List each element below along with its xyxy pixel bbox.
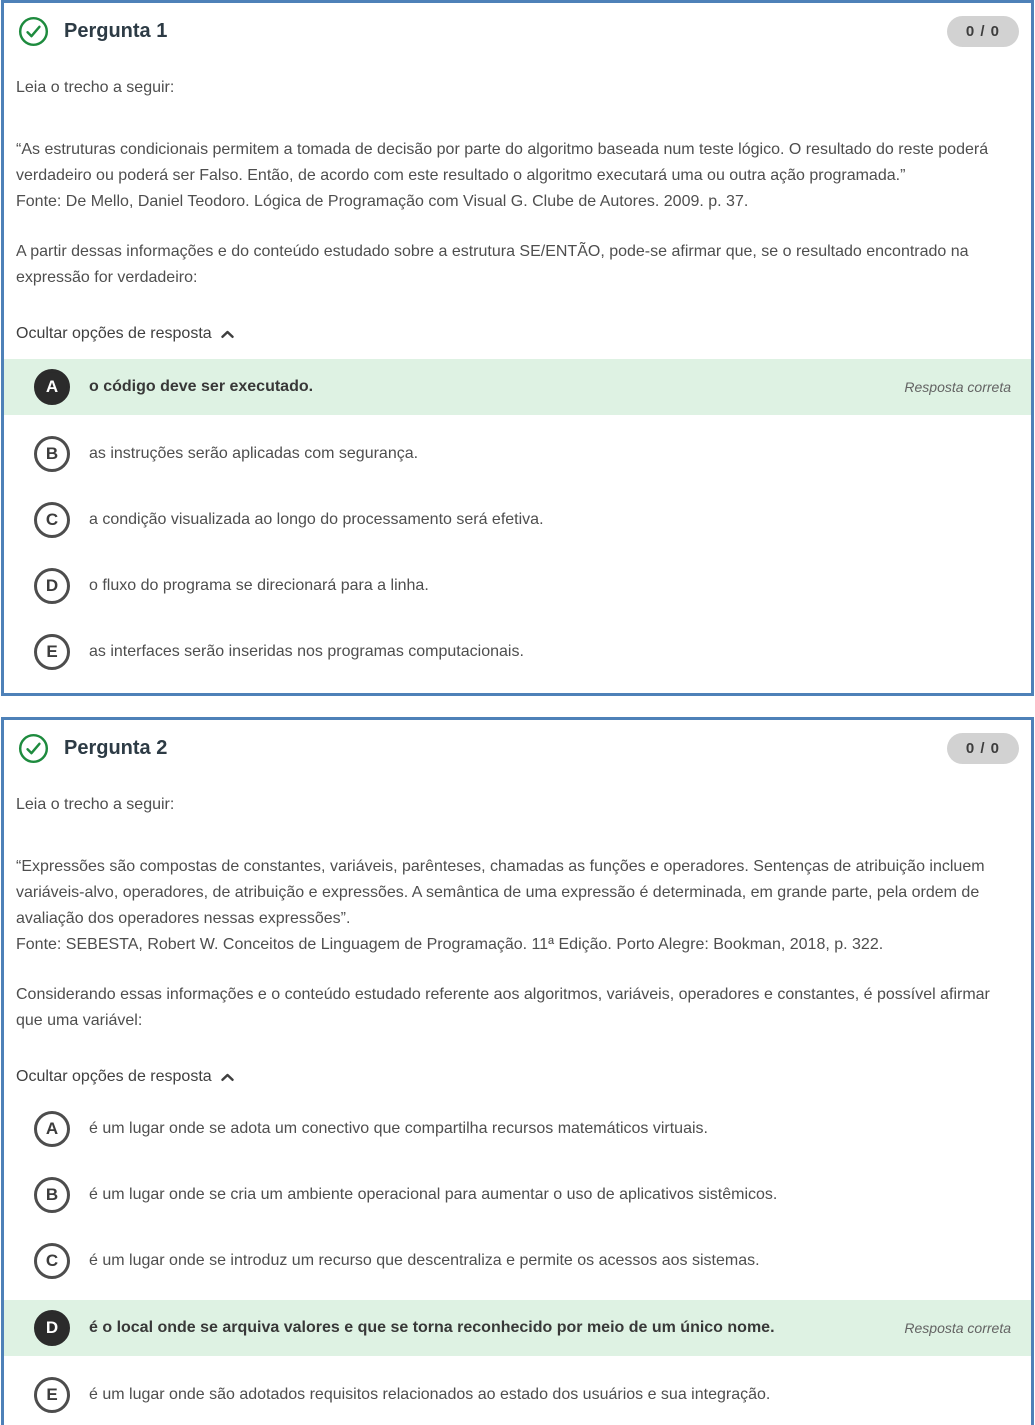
question-prompt: Considerando essas informações e o conteúdo estudado referente aos algoritmos, variáveis, operadores e constantes, é possível afirmar que uma variável: [16, 986, 990, 1029]
question-quote-block [16, 854, 1019, 958]
options-list [4, 1102, 1031, 1425]
option-row-c[interactable] [4, 1234, 1031, 1288]
option-row-b[interactable] [4, 1168, 1031, 1222]
correct-check-circle-icon [18, 733, 49, 764]
hide-options-label: Ocultar opções de resposta [16, 1068, 212, 1085]
option-text: é um lugar onde se cria um ambiente operacional para aumentar o uso de aplicativos sistêmicos. [89, 1186, 778, 1203]
option-row-d[interactable] [4, 559, 1031, 613]
option-row-d[interactable] [4, 1300, 1031, 1356]
question-intro: Leia o trecho a seguir: [16, 79, 175, 96]
option-row-e[interactable] [4, 625, 1031, 679]
score-badge: 0 / 0 [947, 733, 1019, 764]
question-header [4, 3, 1031, 51]
correct-answer-flag: Resposta correta [904, 1320, 1011, 1336]
chevron-up-icon [221, 330, 234, 339]
option-row-b[interactable] [4, 427, 1031, 481]
correct-answer-flag: Resposta correta [904, 379, 1011, 395]
option-letter-badge: B [34, 436, 70, 472]
option-text: é o local onde se arquiva valores e que se torna reconhecido por meio de um único nome. [89, 1319, 775, 1336]
chevron-up-icon [221, 1073, 234, 1082]
option-letter-badge: C [34, 1243, 70, 1279]
hide-options-label: Ocultar opções de resposta [16, 325, 212, 342]
option-text: é um lugar onde se introduz um recurso que descentraliza e permite os acessos aos sistemas. [89, 1252, 760, 1269]
hide-options-toggle[interactable] [16, 1064, 1019, 1090]
question-quote: “Expressões são compostas de constantes, variáveis, parênteses, chamadas as funções e operadores. Sentenças de atribuição incluem variáveis-alvo, operadores, de atribuição e expressões. A semântica de uma expressão é determinada, em grande parte, pela ordem de avaliação dos operadores nessas expressões”. [16, 858, 985, 927]
option-letter-badge: E [34, 634, 70, 670]
option-text: o fluxo do programa se direcionará para a linha. [89, 577, 429, 594]
option-row-a[interactable] [4, 359, 1031, 415]
question-card-1 [1, 0, 1034, 696]
option-row-e[interactable] [4, 1368, 1031, 1422]
question-quote: “As estruturas condicionais permitem a tomada de decisão por parte do algoritmo baseada num teste lógico. O resultado do reste poderá verdadeiro ou poderá ser Falso. Então, de acordo com este resultado o algoritmo executará uma ou outra ação programada.” [16, 141, 989, 184]
option-text: é um lugar onde se adota um conectivo que compartilha recursos matemáticos virtuais. [89, 1120, 708, 1137]
question-card-2 [1, 717, 1034, 1425]
option-letter-badge: B [34, 1177, 70, 1213]
option-letter-badge: E [34, 1377, 70, 1413]
option-text: é um lugar onde são adotados requisitos relacionados ao estado dos usuários e sua integração. [89, 1386, 771, 1403]
option-text: a condição visualizada ao longo do processamento será efetiva. [89, 511, 544, 528]
option-text: as instruções serão aplicadas com segurança. [89, 445, 419, 462]
question-title: Pergunta 1 [64, 20, 168, 42]
question-source: Fonte: De Mello, Daniel Teodoro. Lógica de Programação com Visual G. Clube de Autores. 2009. p. 37. [16, 193, 749, 210]
correct-check-circle-icon [18, 16, 49, 47]
question-prompt: A partir dessas informações e do conteúdo estudado sobre a estrutura SE/ENTÃO, pode-se afirmar que, se o resultado encontrado na expressão for verdadeiro: [16, 243, 969, 286]
option-letter-badge: D [34, 568, 70, 604]
option-letter-badge: C [34, 502, 70, 538]
question-quote-block [16, 137, 1019, 215]
options-list [4, 359, 1031, 693]
option-letter-badge: A [34, 1111, 70, 1147]
question-title: Pergunta 2 [64, 737, 168, 759]
score-badge: 0 / 0 [947, 16, 1019, 47]
question-source: Fonte: SEBESTA, Robert W. Conceitos de Linguagem de Programação. 11ª Edição. Porto Alegre: Bookman, 2018, p. 322. [16, 936, 884, 953]
option-row-c[interactable] [4, 493, 1031, 547]
option-letter-badge: A [34, 369, 70, 405]
question-intro: Leia o trecho a seguir: [16, 796, 175, 813]
question-header [4, 720, 1031, 768]
option-text: as interfaces serão inseridas nos programas computacionais. [89, 643, 524, 660]
option-text: o código deve ser executado. [89, 378, 314, 395]
hide-options-toggle[interactable] [16, 321, 1019, 347]
option-row-a[interactable] [4, 1102, 1031, 1156]
option-letter-badge: D [34, 1310, 70, 1346]
